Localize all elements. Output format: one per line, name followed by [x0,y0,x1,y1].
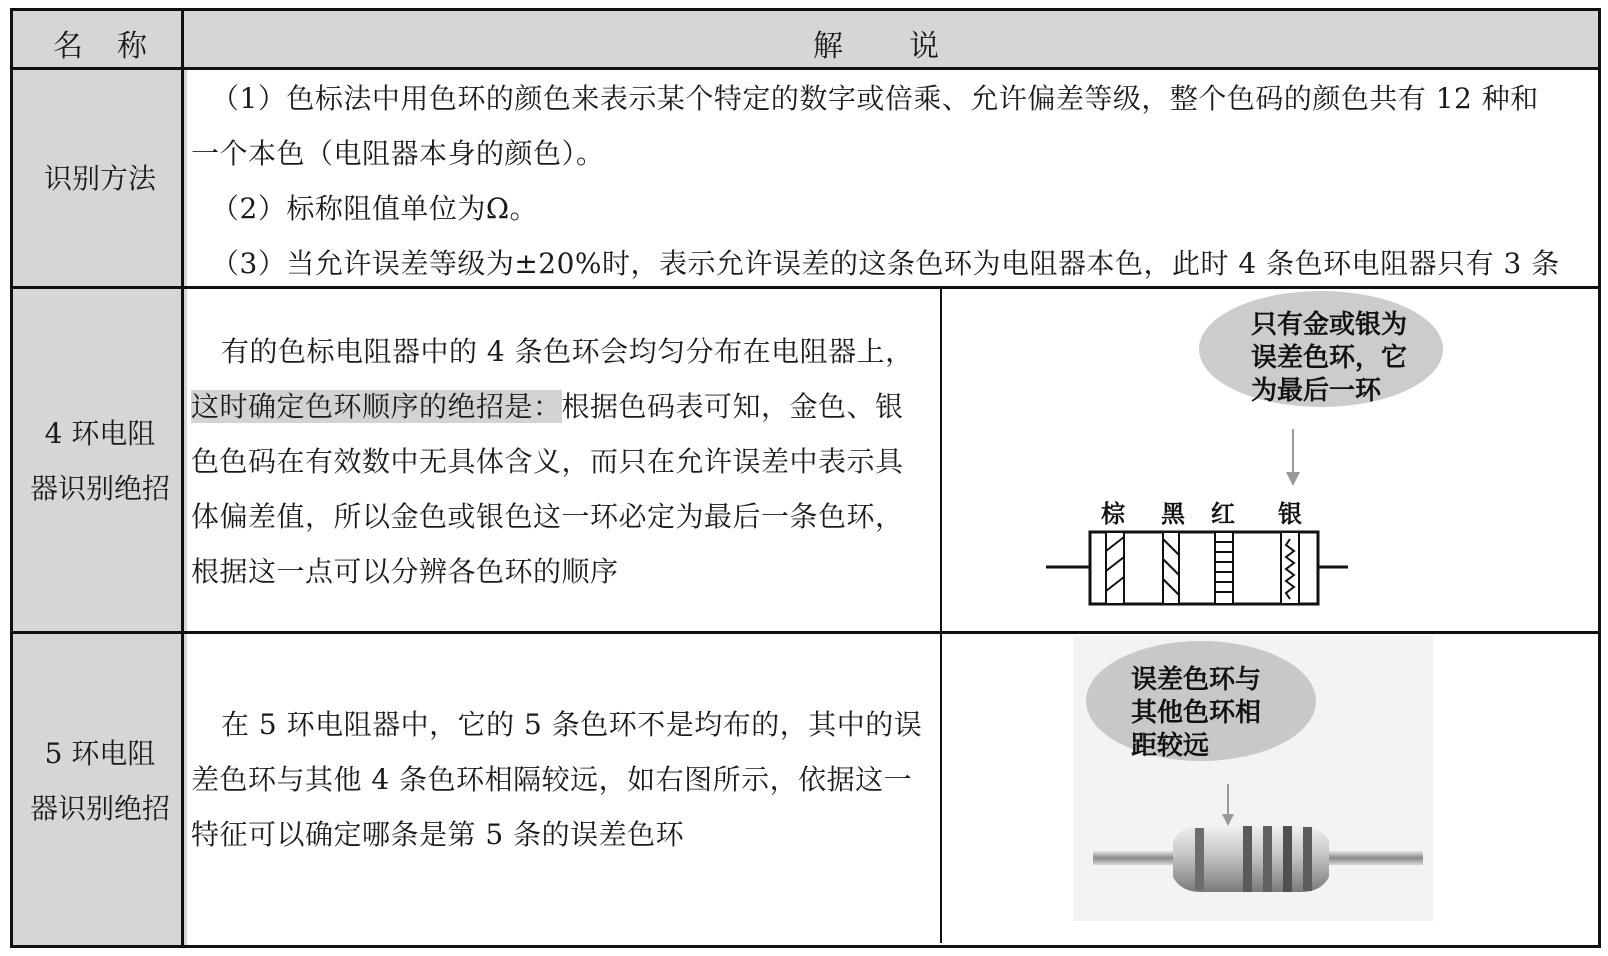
band-error [1195,828,1204,890]
band-4 [1283,826,1292,892]
ring-label-red: 红 [1211,500,1235,528]
bubble-line1: 误差色环与 [1131,665,1262,695]
ring-label-silver: 银 [1278,500,1302,528]
row2-line3: 色色码在有效数中无具体含义，而只在允许误差中表示具 [191,445,904,478]
bubble-line2: 误差色环，它 [1251,343,1408,373]
band-black [1163,532,1179,604]
band-5 [1303,827,1312,891]
five-band-resistor-photo [1073,636,1433,921]
four-band-resistor-figure [943,289,1593,631]
row3-line1: 在 5 环电阻器中，它的 5 条色环不是均布的，其中的误 [221,708,923,741]
row1-line3: （2）标称阻值单位为Ω。 [211,192,539,225]
row1-name: 识别方法 [43,162,156,195]
row3-line3: 特征可以确定哪条是第 5 条的误差色环 [191,818,685,851]
row2-name-line1: 4 环电阻 [44,417,156,450]
pointer-arrowhead [1286,472,1300,486]
row2-divider [13,631,1598,634]
row2-line4: 体偏差值，所以金色或银色这一环必定为最后一条色环， [191,500,904,533]
row3-line2: 差色环与其他 4 条色环相隔较远，如右图所示，依据这一 [191,763,913,796]
bubble-line3: 距较远 [1131,731,1210,761]
row2-line1: 有的色标电阻器中的 4 条色环会均匀分布在电阻器上， [221,335,914,368]
row2-line2-rest: 根据色码表可知，金色、银 [561,390,904,423]
band-silver [1281,532,1299,604]
row3-name-line2: 器识别绝招 [29,792,170,825]
header-name: 名 称 [53,29,149,64]
header-background [13,11,1598,70]
header-description: 解 说 [813,29,941,64]
row1-line2: 一个本色（电阻器本身的颜色）。 [191,137,605,170]
band-brown [1106,532,1124,604]
row2-line5: 根据这一点可以分辨各色环的顺序 [191,555,619,588]
row1-line4: （3）当允许误差等级为±20%时，表示允许误差的这条色环为电阻器本色，此时 4 条色环电阻器只有 3 条 [211,247,1560,280]
band-red [1215,532,1233,604]
ring-label-brown: 棕 [1101,500,1125,528]
bubble-line3: 为最后一环 [1251,376,1382,406]
figure-column-divider [940,288,942,943]
band-3 [1263,826,1272,892]
info-table [10,8,1601,948]
header-divider [13,67,1598,70]
row3-name-line1: 5 环电阻 [44,737,156,770]
ring-label-black: 黑 [1161,500,1185,528]
bubble-line2: 其他色环相 [1131,698,1262,728]
row2-name-line2: 器识别绝招 [29,472,170,505]
row2-line2 [191,379,904,434]
row1-line1: （1）色标法中用色环的颜色来表示某个特定的数字或倍乘、允许偏差等级，整个色码的颜色共有 12 种和 [211,82,1539,115]
band-2 [1243,826,1252,892]
bubble-line1: 只有金或银为 [1251,310,1408,340]
highlighted-phrase: 这时确定色环顺序的绝招是： [191,390,562,423]
